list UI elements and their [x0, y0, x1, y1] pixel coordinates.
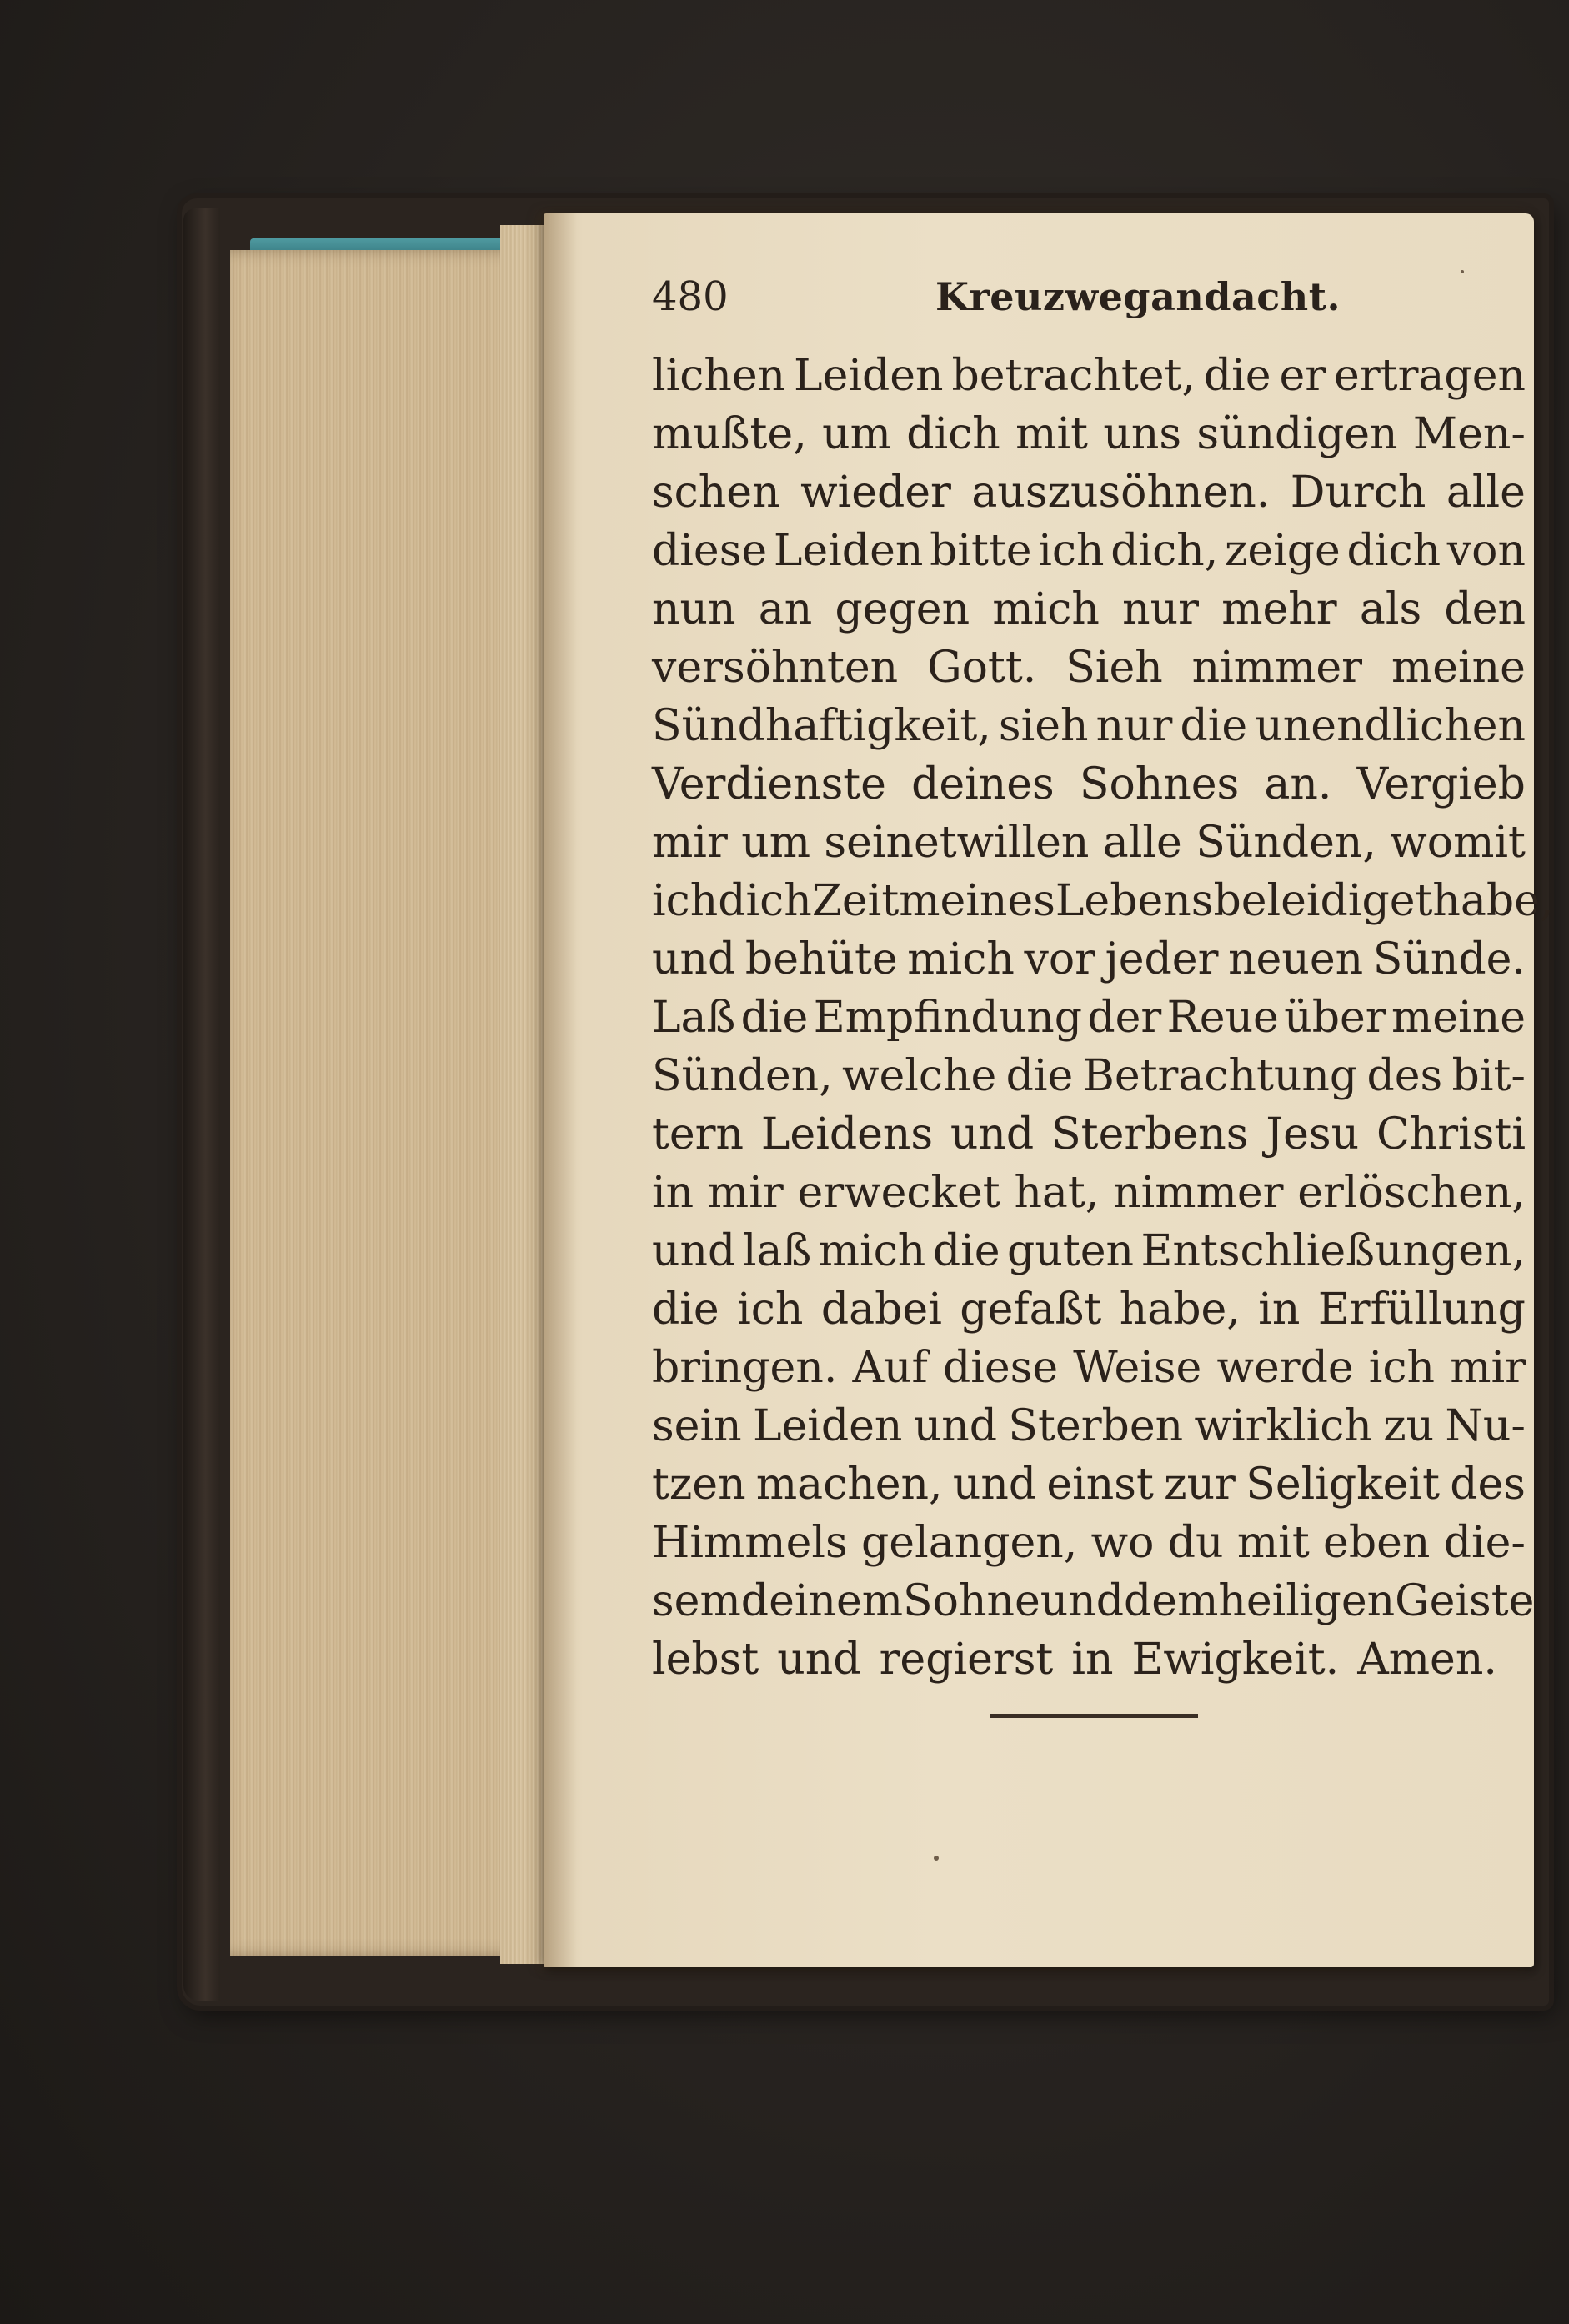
text-word: Sohnes	[1079, 759, 1240, 809]
text-word: Empfindung	[813, 993, 1082, 1043]
text-word: deinem	[740, 1576, 904, 1626]
text-word: sem	[652, 1576, 741, 1626]
text-word: Christi	[1376, 1109, 1526, 1159]
text-line	[652, 639, 1526, 697]
page-block-edges	[230, 250, 547, 1956]
text-word: in	[652, 1168, 694, 1218]
text-word: mir	[652, 818, 728, 868]
page-gutter-shadow	[544, 213, 577, 1967]
text-line	[652, 1047, 1526, 1105]
text-word: sein	[652, 1401, 742, 1451]
text-word: jeder	[1105, 934, 1219, 984]
text-word: einst	[1046, 1460, 1154, 1510]
text-word: unendlichen	[1255, 701, 1526, 751]
text-word: gegen	[835, 584, 970, 634]
text-word: betrachtet,	[951, 351, 1196, 401]
text-word: mehr	[1221, 584, 1337, 634]
text-word: nun	[652, 584, 736, 634]
text-word: mich	[818, 1226, 926, 1276]
text-word: Auf	[852, 1343, 928, 1393]
text-word: Vergieb	[1356, 759, 1526, 809]
text-word: mit	[1236, 1518, 1310, 1568]
text-word: von	[1446, 526, 1526, 576]
text-word: und	[913, 1401, 998, 1451]
text-word: sieh	[998, 701, 1089, 751]
text-word: Seligkeit	[1246, 1460, 1440, 1510]
text-word: als	[1359, 584, 1422, 634]
text-word: Durch	[1290, 468, 1426, 518]
text-word: Sünde.	[1372, 934, 1526, 984]
text-word: nur	[1122, 584, 1199, 634]
page-text	[652, 347, 1554, 1689]
text-word: und	[1040, 1576, 1125, 1626]
text-word: Men-	[1412, 409, 1526, 459]
text-word: dich	[1346, 526, 1441, 576]
text-word: Amen.	[1357, 1635, 1497, 1685]
text-word: mit	[1015, 409, 1088, 459]
text-word: gefaßt	[960, 1285, 1102, 1335]
text-word: Reue	[1166, 993, 1279, 1043]
text-word: sündigen	[1196, 409, 1398, 459]
text-word: lichen	[652, 351, 786, 401]
text-word: tern	[652, 1109, 744, 1159]
text-line	[652, 872, 1554, 930]
text-word: tzen	[652, 1460, 746, 1510]
paper-speck	[934, 1856, 939, 1861]
text-line	[652, 1455, 1526, 1514]
text-word: nimmer	[1113, 1168, 1284, 1218]
text-word: mich	[907, 934, 1015, 984]
text-word: Sünden,	[652, 1051, 833, 1101]
text-word: heiligen	[1218, 1576, 1396, 1626]
paper-speck	[1461, 270, 1464, 273]
text-line	[652, 1105, 1526, 1164]
text-line	[652, 580, 1526, 639]
text-word: regierst	[879, 1635, 1054, 1685]
text-line	[652, 1397, 1526, 1455]
text-word: um	[741, 818, 811, 868]
text-word: des	[1366, 1051, 1443, 1101]
text-word: dich,	[1110, 526, 1219, 576]
text-word: Sterben	[1008, 1401, 1184, 1451]
text-word: hat,	[1014, 1168, 1100, 1218]
text-word: Sünden,	[1196, 818, 1376, 868]
text-word: die	[1180, 701, 1248, 751]
text-word: wirklich	[1194, 1401, 1372, 1451]
text-word: meine	[1391, 643, 1526, 693]
text-word: Gott.	[927, 643, 1037, 693]
text-word: schen	[652, 468, 780, 518]
text-word: Leidens	[760, 1109, 934, 1159]
text-word: machen,	[755, 1460, 943, 1510]
text-word: ich	[1368, 1343, 1436, 1393]
text-word: nur	[1095, 701, 1173, 751]
text-word: Verdienste	[652, 759, 886, 809]
text-word: den	[1444, 584, 1526, 634]
running-head-title: Kreuzwegandacht.	[935, 274, 1341, 319]
text-line	[652, 1164, 1526, 1222]
text-word: er	[1279, 351, 1326, 401]
text-word: guten	[1007, 1226, 1134, 1276]
text-word: ich	[652, 876, 719, 926]
text-word: Geiste	[1395, 1576, 1535, 1626]
text-word: laß	[742, 1226, 812, 1276]
text-word: in	[1258, 1285, 1301, 1335]
text-line	[652, 522, 1526, 580]
book-spine	[183, 208, 220, 2001]
text-word: über	[1284, 993, 1386, 1043]
text-word: Betrachtung	[1082, 1051, 1358, 1101]
text-word: bit-	[1451, 1051, 1526, 1101]
text-word: dabei	[820, 1285, 942, 1335]
text-word: Laß	[652, 993, 736, 1043]
text-word: zur	[1164, 1460, 1236, 1510]
text-line	[652, 1339, 1526, 1397]
text-word: zu	[1383, 1401, 1435, 1451]
text-word: habe,	[1432, 876, 1554, 926]
text-word: ich	[737, 1285, 804, 1335]
text-word: diese	[652, 526, 768, 576]
text-word: eben	[1323, 1518, 1431, 1568]
text-word: die	[1203, 351, 1271, 401]
text-word: Ewigkeit.	[1131, 1635, 1340, 1685]
text-word: an	[758, 584, 813, 634]
text-word: bitte	[930, 526, 1032, 576]
text-word: und	[952, 1460, 1037, 1510]
text-line	[652, 405, 1526, 463]
text-line	[652, 697, 1526, 755]
text-word: erwecket	[797, 1168, 1000, 1218]
text-line	[652, 814, 1526, 872]
text-word: dich	[718, 876, 812, 926]
text-word: gelangen,	[861, 1518, 1078, 1568]
text-word: vor	[1024, 934, 1095, 984]
text-word: auszusöhnen.	[971, 468, 1271, 518]
text-word: bringen.	[652, 1343, 838, 1393]
text-line	[652, 989, 1526, 1047]
text-line	[652, 463, 1526, 522]
text-word: Sieh	[1065, 643, 1163, 693]
text-word: die	[652, 1285, 719, 1335]
text-word: Sohne	[903, 1576, 1040, 1626]
text-word: Himmels	[652, 1518, 848, 1568]
text-word: Sterbens	[1051, 1109, 1249, 1159]
text-line	[652, 755, 1526, 814]
text-line	[652, 1222, 1526, 1280]
text-word: womit	[1390, 818, 1526, 868]
text-word: du	[1167, 1518, 1224, 1568]
text-word: meines	[899, 876, 1055, 926]
text-word: Erfüllung	[1317, 1285, 1526, 1335]
text-word: die	[1005, 1051, 1074, 1101]
text-word: nimmer	[1191, 643, 1363, 693]
text-word: meine	[1391, 993, 1526, 1043]
running-head	[652, 263, 1469, 330]
text-word: Zeit	[811, 876, 900, 926]
text-word: seinetwillen	[824, 818, 1090, 868]
text-word: und	[950, 1109, 1035, 1159]
text-word: dem	[1124, 1576, 1219, 1626]
text-word: mich	[992, 584, 1100, 634]
text-word: Leiden	[773, 526, 924, 576]
text-word: alle	[1102, 818, 1182, 868]
text-word: habe,	[1119, 1285, 1241, 1335]
text-word: versöhnten	[652, 643, 899, 693]
text-word: neuen	[1228, 934, 1364, 984]
text-word: des	[1450, 1460, 1526, 1510]
text-word: der	[1087, 993, 1162, 1043]
text-word: lebst	[652, 1635, 759, 1685]
text-word: und	[777, 1635, 861, 1685]
text-word: Weise	[1073, 1343, 1202, 1393]
text-word: erlöschen,	[1297, 1168, 1526, 1218]
text-word: Lebens	[1055, 876, 1214, 926]
text-line	[652, 347, 1526, 405]
text-word: Leiden	[752, 1401, 903, 1451]
text-word: deines	[911, 759, 1055, 809]
text-line	[652, 930, 1526, 989]
text-word: wieder	[800, 468, 951, 518]
text-word: Entschließungen,	[1140, 1226, 1526, 1276]
text-word: wo	[1090, 1518, 1155, 1568]
text-line	[652, 1514, 1526, 1572]
text-line	[652, 1572, 1535, 1630]
text-word: alle	[1446, 468, 1526, 518]
book-page	[544, 213, 1554, 1967]
text-line	[652, 1280, 1526, 1339]
text-word: die	[932, 1226, 1000, 1276]
text-word: diese	[942, 1343, 1059, 1393]
text-word: ich	[1038, 526, 1105, 576]
text-word: dich	[906, 409, 1000, 459]
text-word: an.	[1264, 759, 1332, 809]
text-word: zeige	[1224, 526, 1341, 576]
text-word: Leiden	[794, 351, 944, 401]
page-number: 480	[652, 273, 729, 320]
text-word: behüte	[744, 934, 898, 984]
text-word: beleidiget	[1213, 876, 1433, 926]
text-word: Sündhaftigkeit,	[652, 701, 991, 751]
text-word: uns	[1103, 409, 1182, 459]
text-word: und	[652, 934, 736, 984]
text-word: mußte,	[652, 409, 807, 459]
text-word: um	[822, 409, 891, 459]
text-word: in	[1071, 1635, 1114, 1685]
text-word: mir	[1450, 1343, 1526, 1393]
end-rule	[990, 1714, 1198, 1718]
text-word: Nu-	[1445, 1401, 1526, 1451]
text-line	[652, 1630, 1526, 1689]
text-word: die	[740, 993, 809, 1043]
text-word: Jesu	[1266, 1109, 1360, 1159]
text-word: mir	[707, 1168, 784, 1218]
text-word: und	[652, 1226, 736, 1276]
text-word: ertragen	[1334, 351, 1526, 401]
text-word: welche	[842, 1051, 997, 1101]
text-word: werde	[1216, 1343, 1354, 1393]
text-word: die-	[1443, 1518, 1526, 1568]
